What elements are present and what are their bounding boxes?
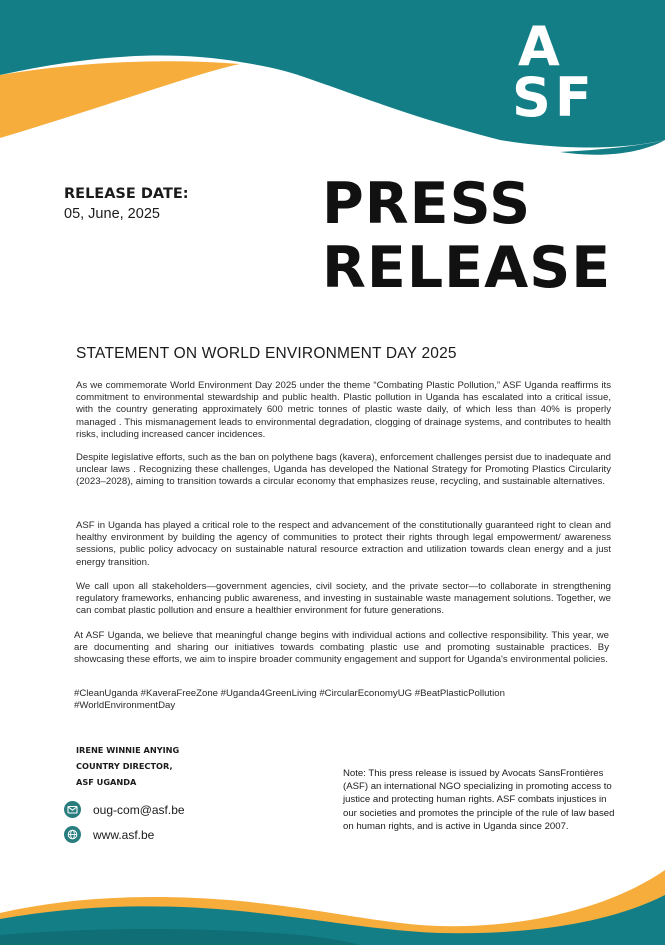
footer-wave-decoration — [0, 835, 665, 945]
logo-line2: SF — [512, 66, 596, 129]
website-link[interactable]: www.asf.be — [93, 827, 155, 842]
globe-icon — [64, 826, 81, 843]
body-paragraph-4: We call upon all stakeholders—government agencies, civil society, and the private sector—to collaborate in strengthening regulatory frameworks, enhancing public awareness, and investing in sustainable waste management solutions. Together, we can combat plastic pollution and ensure a healthier environment for future generations. — [76, 581, 611, 617]
signatory-org: ASF UGANDA — [76, 777, 137, 787]
body-paragraph-3: ASF in Uganda has played a critical role to the respect and advancement of the constitutionally guaranteed right to clean and healthy environment by building the agency of communities to protect their rights through legal empowerment/ awareness sessions, public policy advocacy on sustainable natural resource extraction and utilization towards clean energy and a just energy transition. — [76, 520, 611, 568]
header-wave-tail — [0, 140, 665, 170]
release-date-label: RELEASE DATE: — [64, 186, 189, 202]
body-paragraph-5: At ASF Uganda, we believe that meaningful change begins with individual actions and collective responsibility. This year, we are documenting and sharing our initiatives towards combating plastic use and promoting sustainable practices. By showcasing these efforts, we aim to inspire broader community engagement and support for Uganda's environmental policies. — [74, 630, 609, 666]
contact-email[interactable] — [64, 801, 185, 818]
release-date-value: 05, June, 2025 — [64, 206, 160, 222]
press-release-title — [322, 172, 622, 300]
title-line-2: RELEASE — [322, 235, 612, 301]
body-paragraph-2: Despite legislative efforts, such as the ban on polythene bags (kavera), enforcement challenges persist due to inadequate and unclear laws . Recognizing these challenges, Uganda has developed the National Strategy for Promoting Plastics Circularity (2023–2028), aiming to transition towards a circular economy that emphasizes reuse, recycling, and sustainable alternatives. — [76, 452, 611, 488]
body-paragraph-1: As we commemorate World Environment Day 2025 under the theme “Combating Plastic Pollution,” ASF Uganda reaffirms its commitment to environmental stewardship and public health. Plastic pollution in Uganda has escalated into a critical issue, with the country generating approximately 600 metric tonnes of plastic waste daily, of which less than 40% is properly managed . This mismanagement leads to environmental degradation, clogging of drainage systems, and contributes to health risks, including increased cancer incidences. — [76, 380, 611, 440]
hashtags-line-1: #CleanUganda #KaveraFreeZone #Uganda4GreenLiving #CircularEconomyUG #BeatPlasticPollution — [74, 688, 505, 699]
hashtags — [74, 688, 609, 712]
signature-block — [76, 742, 179, 790]
statement-title: STATEMENT ON WORLD ENVIRONMENT DAY 2025 — [76, 345, 457, 362]
contact-website[interactable] — [64, 826, 154, 843]
title-line-1: PRESS — [322, 171, 532, 237]
asf-logo — [512, 15, 612, 129]
email-link[interactable]: oug-com@asf.be — [93, 802, 185, 817]
signatory-name: IRENE WINNIE ANYING — [76, 745, 180, 755]
organization-note: Note: This press release is issued by Avocats SansFrontières (ASF) an international NGO specializing in promoting access to justice and protecting human rights. ASF combats injustices in our societies and promotes the principle of the rule of law based on human rights, and is active in Uganda since 2007. — [343, 768, 615, 832]
logo-line1: A — [518, 15, 562, 78]
hashtags-line-2: #WorldEnvironmentDay — [74, 700, 176, 712]
signatory-role: COUNTRY DIRECTOR, — [76, 761, 173, 771]
mail-icon — [64, 801, 81, 818]
